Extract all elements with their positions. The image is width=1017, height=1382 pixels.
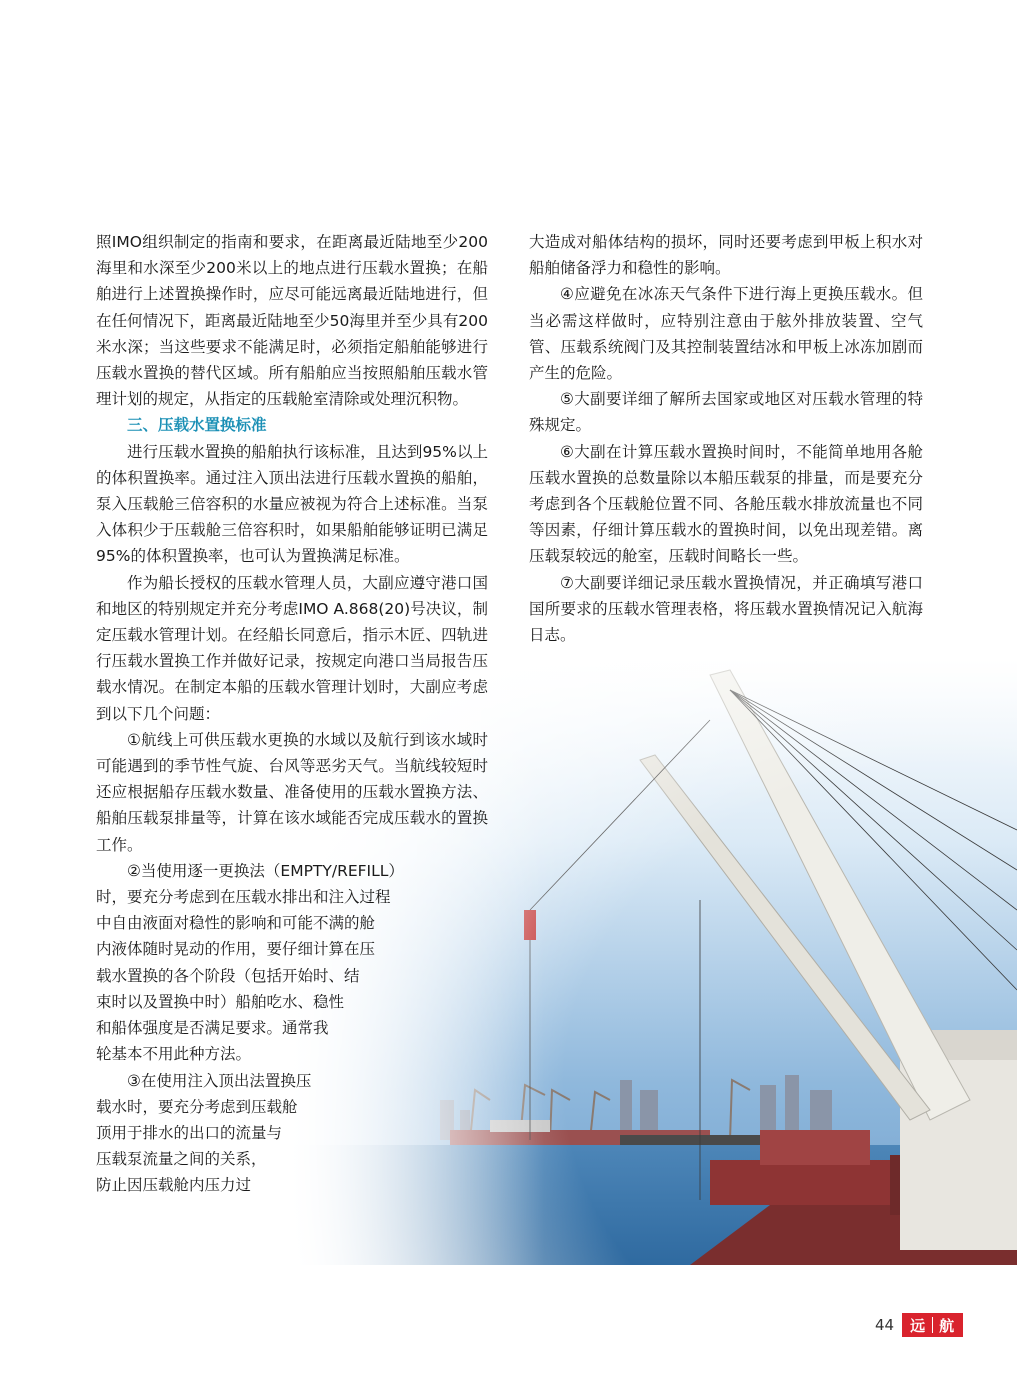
text-line: 时，要充分考虑到在压载水排出和注入过程 <box>96 888 391 907</box>
logo-char-2: 航 <box>939 1316 956 1335</box>
magazine-logo <box>902 1313 963 1337</box>
text-line: 防止因压载舱内压力过 <box>96 1176 252 1195</box>
text-line: 载水时，要充分考虑到压载舱 <box>96 1097 298 1116</box>
text-line: 束时以及置换中时）船舶吃水、稳性 <box>96 992 345 1011</box>
left-paragraph-4: ①航线上可供压载水更换的水域以及航行到该水域时可能遇到的季节性气旋、台风等恶劣天气。当航线较短时还应根据船存压载水数量、准备使用的压载水置换方法、船舶压载泵排量等，计算在该水域能否完成压载水的置换工作。 <box>96 730 488 854</box>
text-line: 压载泵流量之间的关系， <box>96 1150 267 1169</box>
text-line: 轮基本不用此种方法。 <box>96 1045 252 1064</box>
text-line: 中自由液面对稳性的影响和可能不满的舱 <box>96 914 376 933</box>
logo-char-1: 远 <box>910 1316 927 1335</box>
right-column <box>529 229 923 648</box>
right-paragraph-1: 大造成对船体结构的损坏，同时还要考虑到甲板上积水对船舶储备浮力和稳性的影响。 <box>529 233 923 278</box>
left-paragraph-1: 照IMO组织制定的指南和要求，在距离最近陆地至少200海里和水深至少200米以上的地点进行压载水置换；在船舶进行上述置换操作时，应尽可能远离最近陆地进行，但在任何情况下，距离最近陆地至少50海里并至少具有200米水深；当这些要求不能满足时，必须指定船舶能够进行压载水置换的替代区域。所有船舶应当按照船舶压载水管理计划的规定，从指定的压载舱室清除或处理沉积物。 <box>96 233 488 409</box>
left-column <box>96 229 488 1199</box>
page-footer <box>875 1312 963 1338</box>
right-paragraph-4: ⑥大副在计算压载水置换时间时，不能简单地用各舱压载水置换的总数量除以本船压载泵的排量，而是要充分考虑到各个压载舱位置不同、各舱压载水排放流量也不同等因素，仔细计算压载水的置换时间，以免出现差错。离压载泵较远的舱室，压载时间略长一些。 <box>529 442 923 566</box>
right-paragraph-5: ⑦大副要详细记录压载水置换情况，并正确填写港口国所要求的压载水管理表格，将压载水置换情况记入航海日志。 <box>529 573 923 645</box>
left-paragraph-2: 进行压载水置换的船舶执行该标准，且达到95%以上的体积置换率。通过注入顶出法进行压载水置换的船舶，泵入压载舱三倍容积的水量应被视为符合上述标准。当泵入体积少于压载舱三倍容积时，如果船舶能够证明已满足95%的体积置换率，也可认为置换满足标准。 <box>96 442 488 566</box>
section-heading: 三、压载水置换标准 <box>127 416 267 435</box>
text-line: ③在使用注入顶出法置换压 <box>127 1071 312 1090</box>
text-line: 和船体强度是否满足要求。通常我 <box>96 1019 329 1038</box>
left-paragraph-3: 作为船长授权的压载水管理人员，大副应遵守港口国和地区的特别规定并充分考虑IMO A.868(20)号决议，制定压载水管理计划。在经船长同意后，指示木匠、四轨进行压载水置换工作并做好记录，按规定向港口当局报告压载水情况。在制定本船的压载水管理计划时，大副应考虑到以下几个问题： <box>96 573 488 723</box>
right-paragraph-3: ⑤大副要详细了解所去国家或地区对压载水管理的特殊规定。 <box>529 390 923 435</box>
logo-divider <box>932 1317 933 1333</box>
text-line: 载水置换的各个阶段（包括开始时、结 <box>96 966 360 985</box>
left-paragraph-6 <box>96 1068 488 1199</box>
right-paragraph-2: ④应避免在冰冻天气条件下进行海上更换压载水。但当必需这样做时，应特别注意由于舷外排放装置、空气管、压载系统阀门及其控制装置结冰和甲板上冰冻加剧而产生的危险。 <box>529 285 923 383</box>
page-number: 44 <box>875 1316 895 1334</box>
text-line: ②当使用逐一更换法（EMPTY/REFILL） <box>127 861 404 880</box>
text-line: 顶用于排水的出口的流量与 <box>96 1123 283 1142</box>
text-line: 内液体随时晃动的作用，要仔细计算在压 <box>96 940 376 959</box>
left-paragraph-5 <box>96 858 488 1068</box>
